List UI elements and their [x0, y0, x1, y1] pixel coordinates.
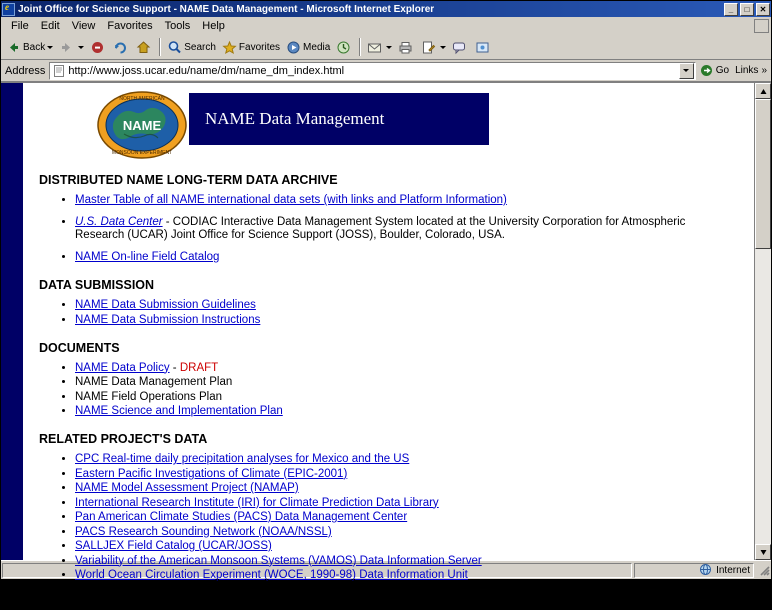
section-heading: DOCUMENTS: [39, 340, 120, 355]
list-item: [75, 569, 724, 582]
static-text: NAME Data Management Plan: [75, 376, 233, 388]
forward-arrow-icon: [59, 40, 74, 55]
scrollbar-track[interactable]: [755, 249, 771, 544]
toolbar-separator: [159, 38, 161, 56]
svg-text:MONSOON EXPERIMENT: MONSOON EXPERIMENT: [111, 150, 173, 156]
forward-button[interactable]: [56, 37, 87, 58]
content-link[interactable]: Master Table of all NAME international data sets (with links and Platform Information): [75, 194, 507, 206]
stop-icon: [90, 40, 105, 55]
link-list: [57, 194, 724, 264]
edit-page-icon: [421, 40, 436, 55]
content-link[interactable]: NAME Data Policy: [75, 361, 170, 374]
status-zone-label: Internet: [716, 564, 750, 576]
address-bar: [1, 60, 771, 82]
content-link[interactable]: International Research Institute (IRI) for Climate Prediction Data Library: [75, 496, 439, 509]
name-logo-icon: [94, 90, 190, 160]
menu-right-logo: [754, 19, 771, 33]
discuss-icon: [452, 40, 467, 55]
content-section: [39, 341, 724, 419]
list-item: [75, 511, 724, 524]
section-heading: RELATED PROJECT'S DATA: [39, 432, 208, 446]
content-link[interactable]: Eastern Pacific Investigations of Climate (EPIC-2001): [75, 467, 348, 480]
scroll-up-button[interactable]: [755, 83, 771, 99]
svg-text:NAME: NAME: [122, 118, 162, 133]
mail-icon: [367, 40, 382, 55]
section-heading: DISTRIBUTED NAME LONG-TERM DATA ARCHIVE: [39, 173, 338, 187]
list-item: [75, 540, 724, 553]
back-label: Back: [23, 41, 46, 53]
banner-background: [189, 93, 489, 145]
menu-item-edit[interactable]: Edit: [40, 19, 60, 32]
printer-icon: [398, 40, 413, 55]
vertical-scrollbar[interactable]: [754, 83, 771, 560]
history-button[interactable]: [333, 37, 356, 58]
home-button[interactable]: [133, 37, 156, 58]
list-item: [75, 453, 724, 466]
menu-item-help[interactable]: Help: [202, 19, 225, 32]
content-link[interactable]: NAME Science and Implementation Plan: [75, 405, 283, 417]
refresh-icon: [113, 40, 128, 55]
link-list: [57, 299, 724, 327]
mail-button[interactable]: [364, 37, 395, 58]
address-url-text: http://www.joss.ucar.edu/name/dm/name_dm_index.html: [68, 64, 345, 77]
menu-item-view[interactable]: View: [71, 19, 96, 32]
content-link[interactable]: Pan American Climate Studies (PACS) Data Management Center: [75, 511, 408, 523]
back-arrow-icon: [6, 40, 21, 55]
history-icon: [336, 40, 351, 55]
content-section: [39, 278, 724, 327]
search-button[interactable]: [164, 37, 219, 58]
static-text: - CODIAC Interactive Data Management System located at the University Corporation for Atmospheric Research (UCAR) Joint Office for Science Support (JOSS), Boulder, Colorado, USA.: [75, 216, 686, 241]
list-item: [75, 314, 724, 327]
edit-chevron-down-icon[interactable]: [440, 46, 446, 49]
section-heading: OTHER LINKS: [39, 596, 124, 610]
link-list: [57, 362, 724, 419]
stop-button[interactable]: [87, 37, 110, 58]
content-link[interactable]: U.S. Data Center: [75, 216, 163, 228]
static-text: -: [169, 361, 180, 374]
scroll-down-button[interactable]: [755, 544, 771, 560]
links-chevron-right-icon: »: [761, 65, 767, 76]
standard-toolbar: [1, 35, 771, 60]
list-item: [75, 376, 724, 389]
media-button[interactable]: [283, 37, 333, 58]
document-content: [39, 173, 754, 610]
list-item: [75, 362, 724, 375]
minimize-button[interactable]: _: [724, 3, 738, 16]
content-section: [39, 596, 724, 610]
forward-chevron-down-icon[interactable]: [78, 46, 84, 49]
list-item: [75, 405, 724, 418]
menu-item-file[interactable]: File: [11, 19, 29, 32]
toolbar-separator-2: [359, 38, 361, 56]
content-link[interactable]: NAME Data Submission Guidelines: [75, 299, 256, 311]
favorites-label: Favorites: [238, 41, 281, 53]
draft-badge: DRAFT: [179, 361, 219, 374]
content-link[interactable]: Variability of the American Monsoon Systems (VAMOS) Data Information Server: [75, 554, 482, 567]
list-item: [75, 216, 724, 242]
messenger-icon: [475, 40, 490, 55]
search-icon: [167, 40, 182, 55]
refresh-button[interactable]: [110, 37, 133, 58]
title-bar: [1, 1, 771, 17]
content-section: [39, 432, 724, 582]
go-arrow-icon: [699, 63, 714, 78]
print-button[interactable]: [395, 37, 418, 58]
ie-logo-icon: [2, 3, 15, 16]
menu-item-tools[interactable]: Tools: [164, 19, 191, 32]
ie-animated-logo-icon: [754, 19, 769, 33]
section-heading: DATA SUBMISSION: [39, 278, 155, 292]
page-icon: [52, 64, 66, 78]
banner-title: NAME Data Management: [205, 109, 385, 128]
window-controls: [724, 3, 770, 16]
media-icon: [286, 40, 301, 55]
content-link[interactable]: World Ocean Circulation Experiment (WOCE, 1990-98) Data Information Unit: [75, 569, 468, 581]
search-label: Search: [184, 41, 216, 53]
resize-grip[interactable]: [758, 564, 770, 576]
scrollbar-thumb[interactable]: [755, 99, 771, 249]
list-item: [75, 497, 724, 510]
menu-bar: [1, 17, 771, 35]
list-item: [75, 555, 724, 568]
back-chevron-down-icon[interactable]: [47, 46, 53, 49]
back-button[interactable]: [3, 37, 56, 58]
list-item: [75, 391, 724, 404]
mail-chevron-down-icon[interactable]: [386, 46, 392, 49]
edit-button[interactable]: [418, 37, 449, 58]
list-item: [75, 251, 724, 264]
content-link[interactable]: NAME On-line Field Catalog: [75, 251, 220, 263]
address-label: Address: [5, 64, 46, 77]
internet-zone-icon: [699, 563, 714, 578]
list-item: [75, 468, 724, 481]
static-text: NAME Field Operations Plan: [75, 390, 223, 403]
list-item: [75, 526, 724, 539]
content-link[interactable]: NAME Model Assessment Project (NAMAP): [75, 482, 299, 494]
list-item: [75, 299, 724, 312]
content-link[interactable]: SALLJEX Field Catalog (UCAR/JOSS): [75, 540, 272, 552]
window-title: Joint Office for Science Support - NAME Data Management - Microsoft Internet Explorer: [18, 3, 435, 15]
media-label: Media: [303, 41, 331, 53]
link-list: [57, 453, 724, 582]
links-label: Links: [735, 65, 759, 76]
links-button[interactable]: [733, 65, 769, 76]
address-input[interactable]: [49, 62, 695, 80]
menu-item-favorites[interactable]: Favorites: [107, 19, 153, 32]
content-link[interactable]: NAME Data Submission Instructions: [75, 313, 261, 326]
go-label: Go: [715, 65, 730, 76]
page-banner: [79, 93, 489, 156]
maximize-button[interactable]: □: [740, 3, 754, 16]
messenger-button[interactable]: [472, 37, 495, 58]
address-chevron-down-icon[interactable]: [679, 63, 694, 79]
list-item: [75, 194, 724, 207]
list-item: [75, 482, 724, 495]
star-icon: [222, 40, 237, 55]
close-button[interactable]: ✕: [756, 3, 770, 16]
content-link[interactable]: PACS Research Sounding Network (NOAA/NSSL): [75, 525, 332, 538]
content-link[interactable]: CPC Real-time daily precipitation analyses for Mexico and the US: [75, 453, 410, 465]
content-section: [39, 173, 724, 264]
svg-text:NORTH AMERICAN: NORTH AMERICAN: [119, 96, 165, 102]
page-left-margin-bar: [1, 83, 23, 560]
home-icon: [136, 40, 151, 55]
discuss-button[interactable]: [449, 37, 472, 58]
go-button[interactable]: [696, 63, 733, 78]
favorites-button[interactable]: [219, 37, 283, 58]
